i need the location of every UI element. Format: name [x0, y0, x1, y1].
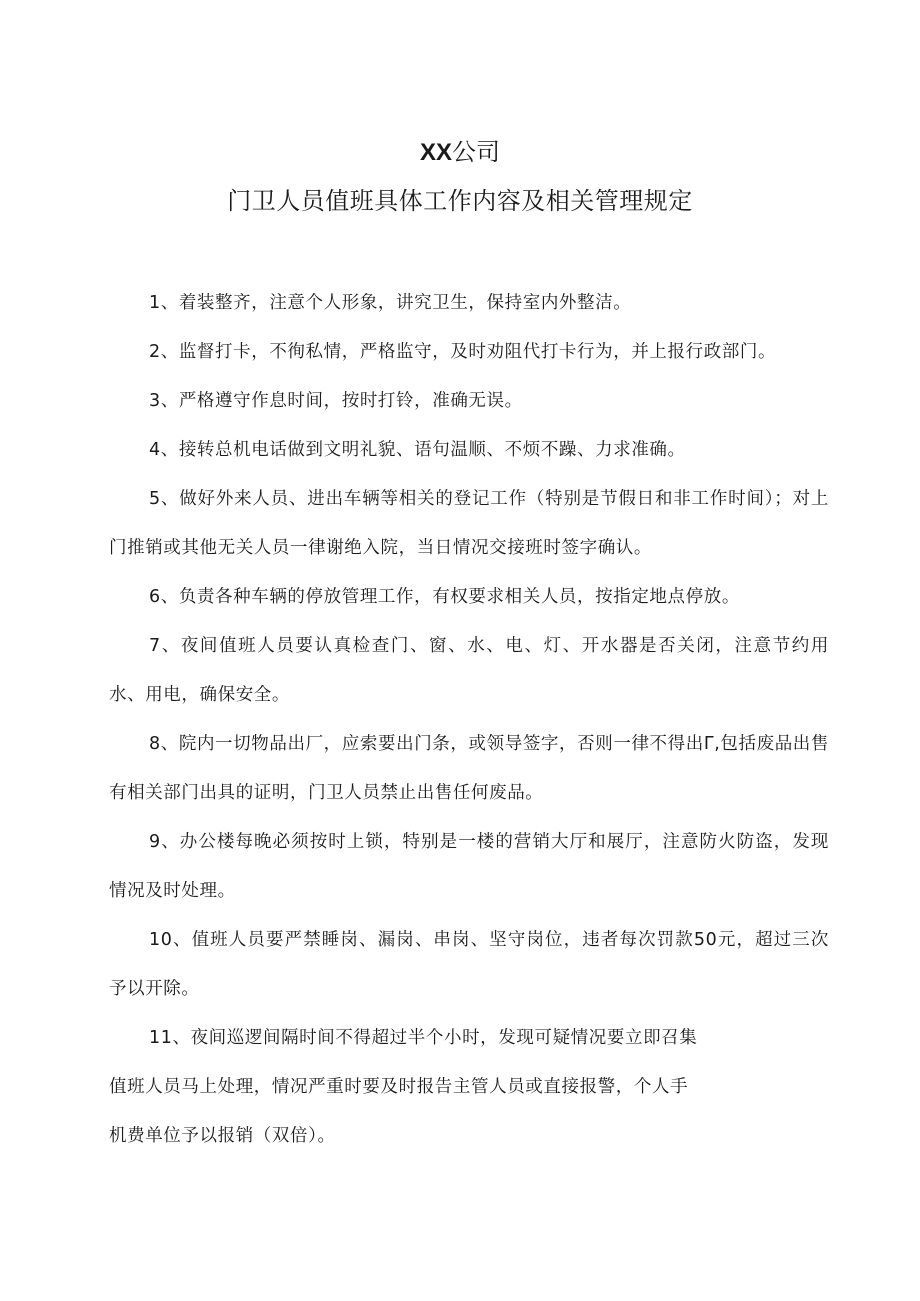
rule-item-8: 8、院内一切物品出厂，应索要出门条，或领导签字，否则一律不得出Γ,包括废品出售有相关部门出具的证明，门卫人员禁止出售任何废品。 — [109, 734, 829, 803]
rule-item-10: 10、值班人员要严禁睡岗、漏岗、串岗、坚守岗位，违者每次罚款50元，超过三次予以开除。 — [109, 930, 829, 999]
company-suffix: 公司 — [452, 138, 500, 166]
company-title — [0, 137, 920, 168]
rule-item-3: 3、严格遵守作息时间，按时打铃，准确无误。 — [149, 391, 523, 411]
rule-item-9: 9、办公楼每晚必须按时上锁，特别是一楼的营销大厅和展厅，注意防火防盗，发现情况及时处理。 — [109, 832, 829, 901]
rule-item-7: 7、夜间值班人员要认真检查门、窗、水、电、灯、开水器是否关闭，注意节约用水、用电，确保安全。 — [109, 636, 829, 705]
rule-item-11-line-1: 11、夜间巡逻间隔时间不得超过半个小时，发现可疑情况要立即召集 — [149, 1028, 698, 1048]
rule-item-4: 4、接转总机电话做到文明礼貌、语句温顺、不烦不躁、力求准确。 — [149, 440, 686, 460]
rule-item-11-line-3: 机费单位予以报销（双倍）。 — [109, 1126, 336, 1146]
company-prefix: XX — [419, 139, 452, 166]
rule-item-5: 5、做好外来人员、进出车辆等相关的登记工作（特别是节假日和非工作时间）；对上门推销或其他无关人员一律谢绝入院，当日情况交接班时签字确认。 — [109, 489, 829, 558]
document-title: 门卫人员值班具体工作内容及相关管理规定 — [227, 187, 693, 215]
rule-item-1: 1、着装整齐，注意个人形象，讲究卫生，保持室内外整洁。 — [149, 293, 632, 313]
rule-item-6: 6、负责各种车辆的停放管理工作，有权要求相关人员，按指定地点停放。 — [149, 587, 740, 607]
document-body — [109, 279, 829, 1161]
rule-item-11-line-2: 值班人员马上处理，情况严重时要及时报告主管人员或直接报警，个人手 — [109, 1077, 689, 1097]
rule-item-2: 2、监督打卡，不徇私情，严格监守，及时劝阻代打卡行为，并上报行政部门。 — [149, 342, 777, 362]
